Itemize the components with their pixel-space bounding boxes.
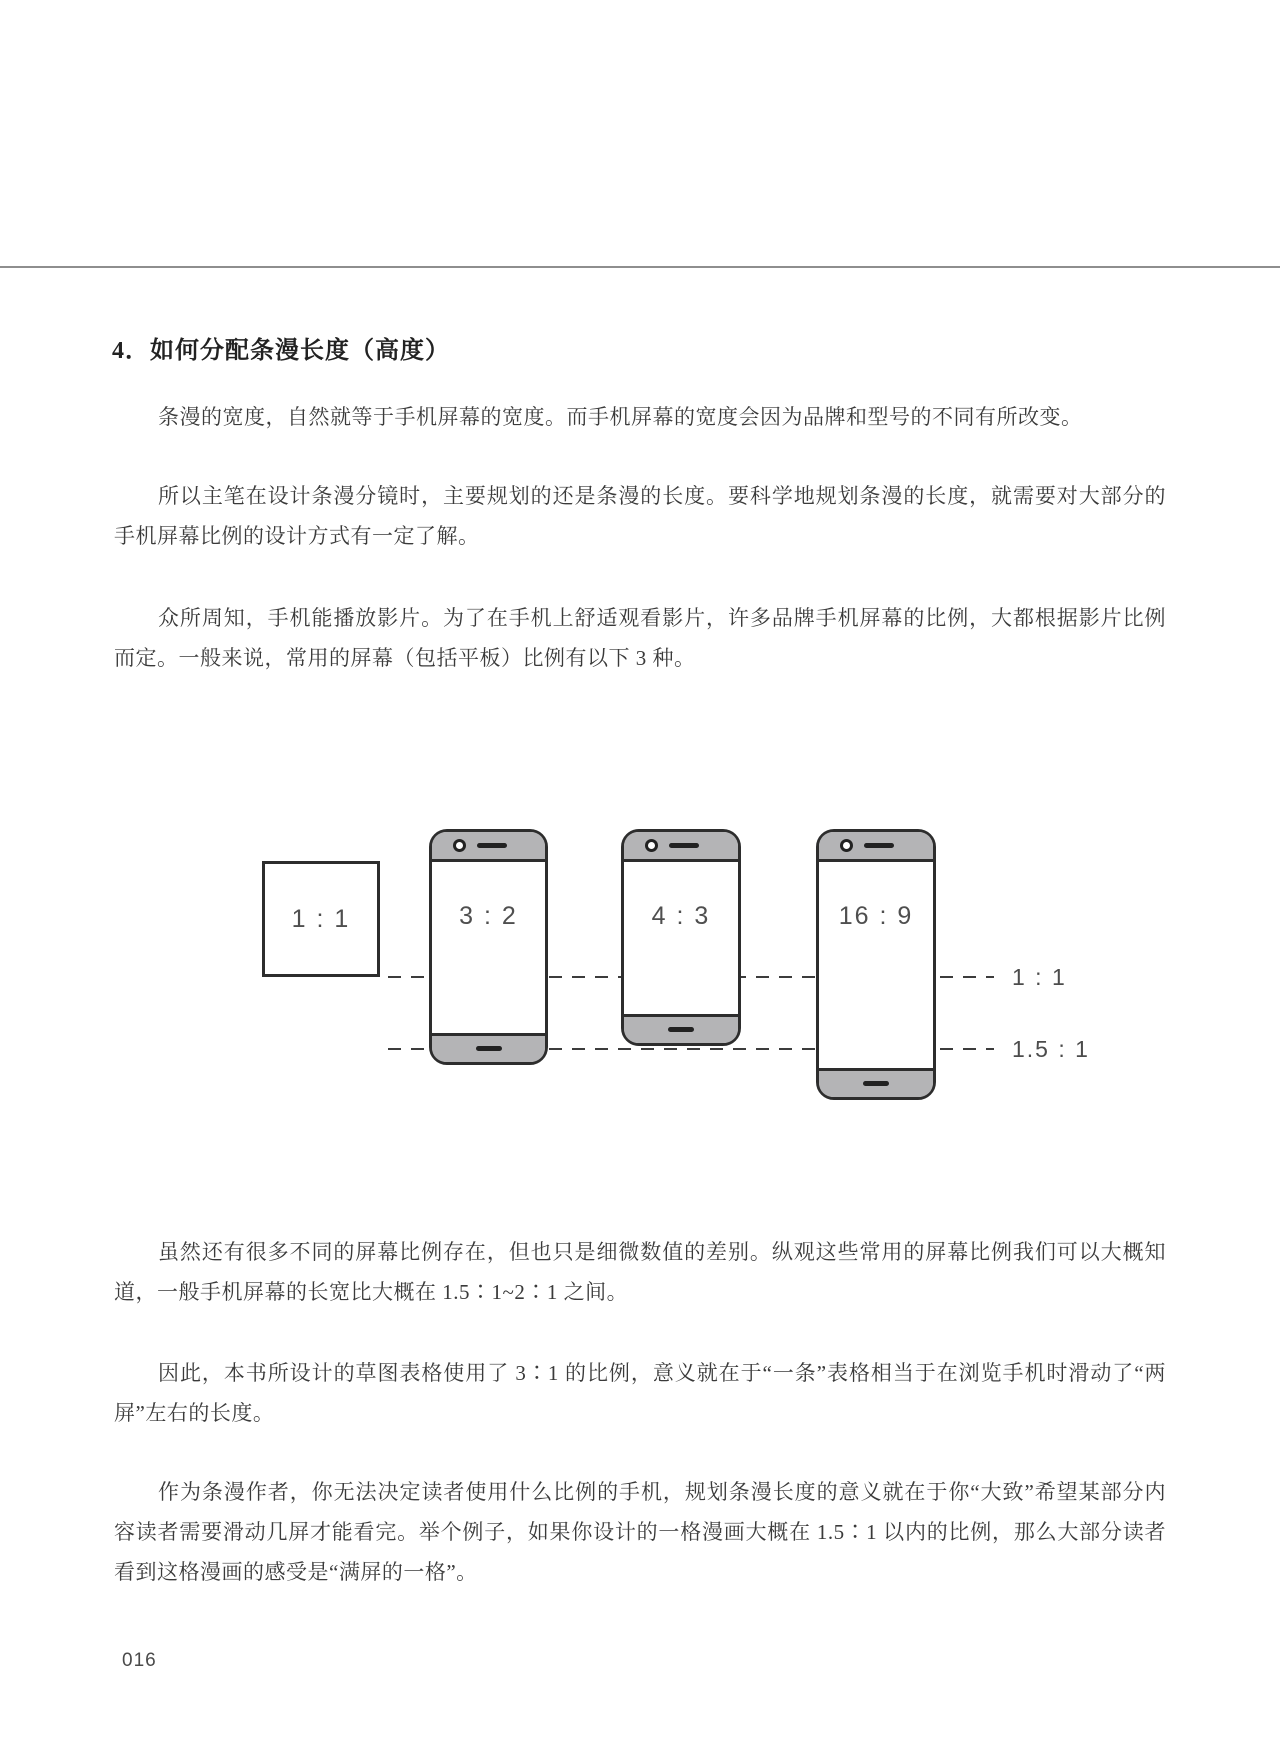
phone-16to9: [816, 829, 936, 1100]
speaker-icon: [669, 843, 699, 848]
camera-icon: [453, 839, 466, 852]
phone-4to3: [621, 829, 741, 1046]
square-1to1: [262, 861, 380, 977]
guide-label-1to1: 1 : 1: [1012, 964, 1067, 990]
page-number: 016: [122, 1650, 157, 1671]
phone-bottom-bezel: [432, 1033, 545, 1062]
phone-bottom-bezel: [624, 1014, 738, 1043]
paragraph-4: 虽然还有很多不同的屏幕比例存在，但也只是细微数值的差别。纵观这些常用的屏幕比例我们可以大概知道，一般手机屏幕的长宽比大概在 1.5∶1~2∶1 之间。: [114, 1240, 1166, 1304]
speaker-icon: [477, 843, 507, 848]
home-bar-icon: [863, 1081, 889, 1086]
phone-top-bezel: [624, 832, 738, 862]
square-ratio-label: 1 : 1: [291, 904, 351, 933]
camera-icon: [840, 839, 853, 852]
phone-top-bezel: [819, 832, 933, 862]
camera-icon: [645, 839, 658, 852]
aspect-ratio-diagram: [0, 720, 1280, 1160]
paragraph-5: 因此，本书所设计的草图表格使用了 3∶1 的比例，意义就在于“一条”表格相当于在浏览手机时滑动了“两屏”左右的长度。: [114, 1361, 1166, 1425]
section-heading: 4．如何分配条漫长度（高度）: [112, 338, 450, 364]
guide-label-1point5to1: 1.5 : 1: [1012, 1036, 1090, 1062]
paragraph-6: 作为条漫作者，你无法决定读者使用什么比例的手机，规划条漫长度的意义就在于你“大致”希望某部分内容读者需要滑动几屏才能看完。举个例子，如果你设计的一格漫画大概在 1.5∶1 以内的比例，那么大部分读者看到这格漫画的感受是“满屏的一格”。: [114, 1480, 1166, 1584]
home-bar-icon: [476, 1046, 502, 1051]
phone-ratio-label: 4 : 3: [651, 902, 711, 930]
phone-top-bezel: [432, 832, 545, 862]
paragraph-2: 所以主笔在设计条漫分镜时，主要规划的还是条漫的长度。要科学地规划条漫的长度，就需要对大部分的手机屏幕比例的设计方式有一定了解。: [114, 484, 1166, 548]
page-top-rule: [0, 266, 1280, 268]
phone-ratio-label: 16 : 9: [838, 902, 914, 930]
paragraph-3: 众所周知，手机能播放影片。为了在手机上舒适观看影片，许多品牌手机屏幕的比例，大都根据影片比例而定。一般来说，常用的屏幕（包括平板）比例有以下 3 种。: [114, 606, 1166, 670]
paragraph-1: 条漫的宽度，自然就等于手机屏幕的宽度。而手机屏幕的宽度会因为品牌和型号的不同有所改变。: [158, 405, 1083, 429]
home-bar-icon: [668, 1027, 694, 1032]
speaker-icon: [864, 843, 894, 848]
phone-ratio-label: 3 : 2: [459, 902, 518, 930]
phone-bottom-bezel: [819, 1068, 933, 1097]
phone-3to2: [429, 829, 548, 1065]
